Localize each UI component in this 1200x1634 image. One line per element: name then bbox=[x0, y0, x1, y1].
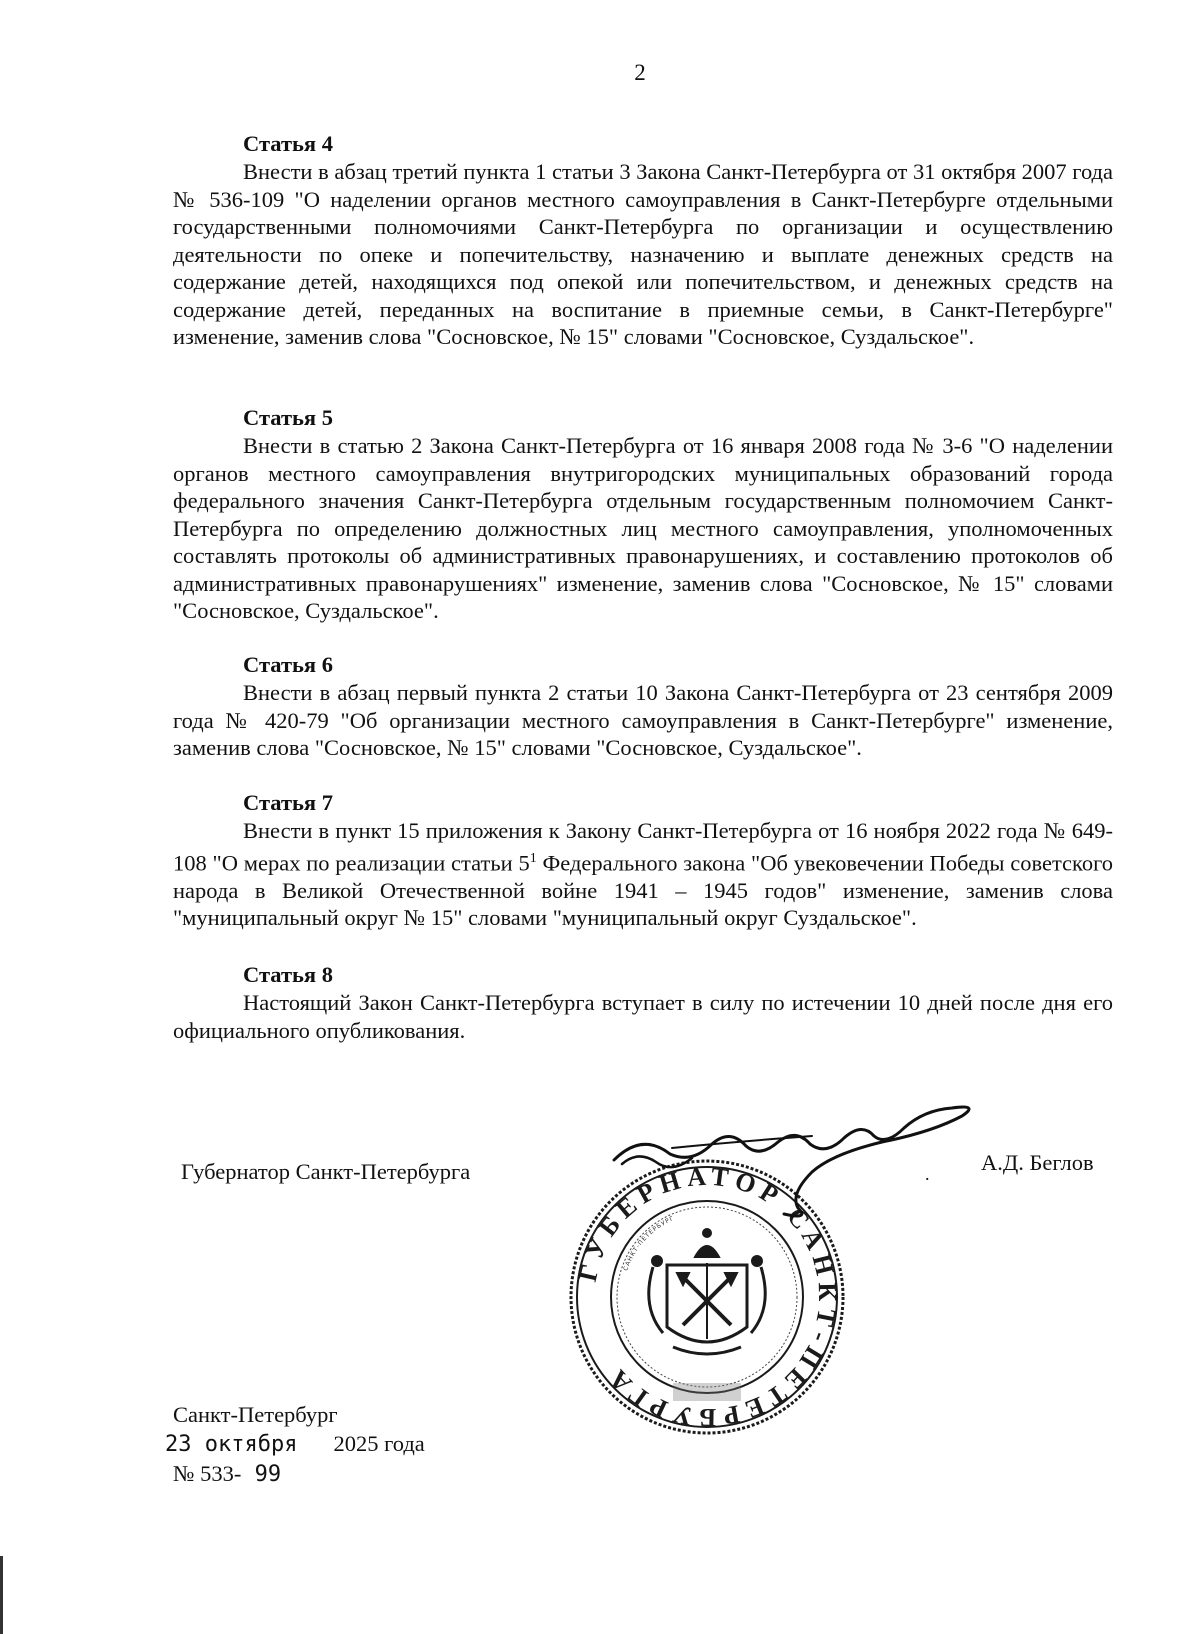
article-7 bbox=[173, 788, 1113, 932]
article-body bbox=[173, 817, 1113, 932]
article-body: Внести в абзац первый пункта 2 статьи 10 Закона Санкт-Петербурга от 23 сентября 2009 года № 420-79 "Об организации местного самоуправления в Санкт-Петербурге" изменение, заменив слова "Сосновское, № 15" словами "Сосновское, Суздальское". bbox=[173, 680, 1113, 760]
article-heading: Статья 8 bbox=[243, 962, 333, 987]
law-number bbox=[173, 1461, 281, 1487]
signing-date bbox=[165, 1431, 425, 1457]
seal-ring-text: ГУБЕРНАТОР САНКТ-ПЕТЕРБУРГА bbox=[572, 1161, 843, 1433]
law-number-prefix: № 533- bbox=[173, 1461, 242, 1486]
article-6 bbox=[173, 650, 1113, 762]
signatory-name: А.Д. Беглов bbox=[981, 1150, 1094, 1175]
article-body: Настоящий Закон Санкт-Петербурга вступает в силу по истечении 10 дней после дня его официального опубликования. bbox=[173, 990, 1113, 1043]
article-4 bbox=[173, 129, 1113, 351]
article-body-part: Федерального закона "Об увековечении Победы советского народа в Великой Отечественной войне 1941 – 1945 годов" изменение, заменив слова "муниципальный округ № 15" словами "муниципальный округ Суздальское". bbox=[173, 850, 1114, 930]
article-5 bbox=[173, 403, 1113, 625]
article-heading: Статья 7 bbox=[243, 790, 333, 815]
article-heading: Статья 6 bbox=[243, 652, 333, 677]
article-body: Внести в статью 2 Закона Санкт-Петербурга от 16 января 2008 года № 3-6 "О наделении органов местного самоуправления внутригородских муниципальных образований города федерального значения Санкт-Петербурга отдельным государственным полномочием Санкт-Петербурга по определению должностных лиц местного самоуправления, уполномоченных составлять протоколы об административных правонарушениях, и составлению протоколов об административных правонарушениях" изменение, заменив слова "Сосновское, № 15" словами "Сосновское, Суздальское". bbox=[173, 433, 1113, 623]
seal-inner-text: САНКТ-ПЕТЕРБУРГ bbox=[622, 1214, 676, 1272]
date-handwritten: 23 октября bbox=[165, 1432, 298, 1457]
seal-shading bbox=[673, 1383, 741, 1401]
article-8 bbox=[173, 960, 1113, 1044]
date-year: 2025 года bbox=[333, 1431, 425, 1456]
article-heading: Статья 4 bbox=[243, 131, 333, 156]
signature-dot: . bbox=[925, 1164, 930, 1184]
place-of-signing: Санкт-Петербург bbox=[173, 1402, 338, 1427]
scan-edge-mark bbox=[0, 1556, 3, 1634]
signatory-title: Губернатор Санкт-Петербурга bbox=[181, 1159, 471, 1184]
article-body: Внести в абзац третий пункта 1 статьи 3 Закона Санкт-Петербурга от 31 октября 2007 года № 536-109 "О наделении органов местного самоуправления в Санкт-Петербурге отдельными государственными полномочиями Санкт-Петербурга по организации и осуществлению деятельности по опеке и попечительству, назначению и выплате денежных средств на содержание детей, находящихся под опекой или попечительством, и денежных средств на содержание детей, переданных на воспитание в приемные семьи, в Санкт-Петербурге" изменение, заменив слова "Сосновское, № 15" словами "Сосновское, Суздальское". bbox=[173, 159, 1113, 349]
superscript: 1 bbox=[529, 850, 537, 866]
article-body-part: Внести в пункт 15 приложения к Закону Санкт-Петербурга от 16 ноября 2022 года № 649-108 "О мерах по реализации статьи 5 bbox=[173, 818, 1113, 875]
article-heading: Статья 5 bbox=[243, 405, 333, 430]
law-number-handwritten: 99 bbox=[241, 1462, 282, 1487]
handwritten-signature bbox=[612, 1102, 1012, 1262]
page-number: 2 bbox=[634, 60, 646, 85]
